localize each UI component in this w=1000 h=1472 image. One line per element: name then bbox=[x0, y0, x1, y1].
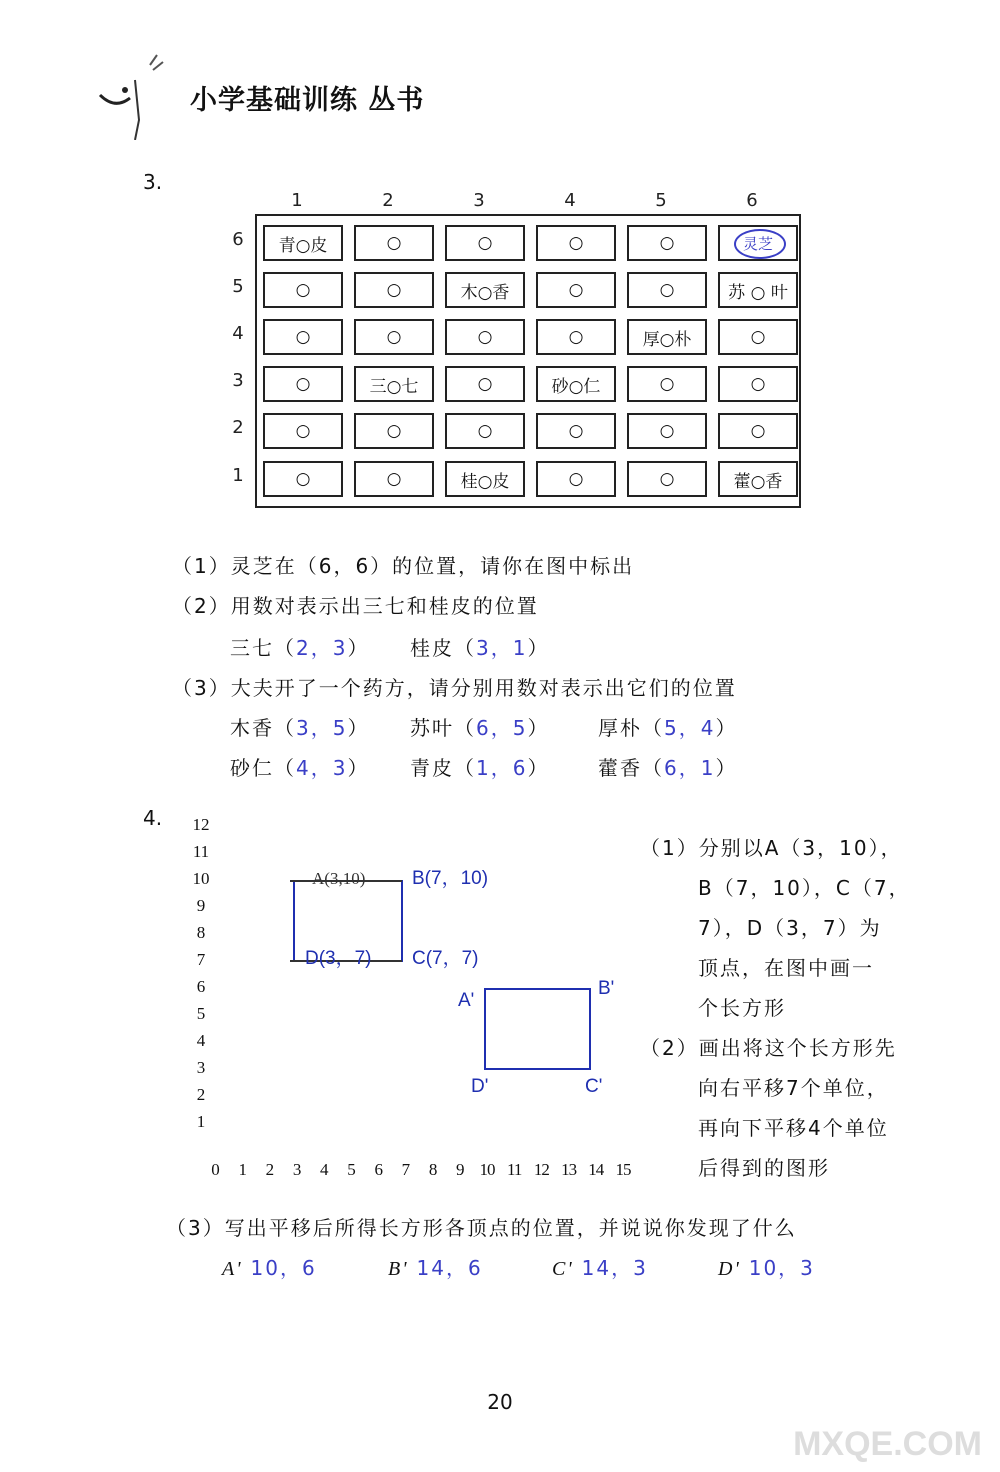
answer-close: ） bbox=[527, 636, 550, 660]
grid-cell: ○ bbox=[718, 319, 798, 355]
point-a-label: A(3,10) bbox=[312, 869, 366, 888]
answer-label: 厚朴（ bbox=[598, 716, 664, 740]
y-tick: 6 bbox=[196, 977, 206, 996]
y-tick: 9 bbox=[196, 896, 206, 915]
handwritten-answer: 5，4 bbox=[664, 716, 716, 740]
handwritten-answer: 2，3 bbox=[296, 636, 348, 660]
instruction-line: 向右平移7个单位， bbox=[698, 1076, 889, 1100]
q3-sub1: （1）灵芝在（6，6）的位置，请你在图中标出 bbox=[172, 554, 635, 578]
x-tick: 0 bbox=[211, 1160, 219, 1179]
answer-label: 砂仁（ bbox=[230, 756, 296, 780]
answer-label: 青皮（ bbox=[410, 756, 476, 780]
x-tick: 9 bbox=[456, 1160, 464, 1179]
point-c-prime-label: C' bbox=[585, 1076, 603, 1097]
translated-vertex-answer bbox=[718, 1252, 815, 1281]
column-header: 4 bbox=[564, 190, 576, 211]
point-a-prime-label: A' bbox=[458, 990, 475, 1011]
answer-close: ） bbox=[715, 716, 738, 740]
row-header: 3 bbox=[232, 370, 244, 391]
grid-cell: ○ bbox=[718, 366, 798, 402]
row-header: 2 bbox=[232, 417, 244, 438]
grid-cell: ○ bbox=[627, 272, 707, 308]
grid-cell: ○ bbox=[445, 319, 525, 355]
grid-cell: 苏 ○ 叶 bbox=[718, 272, 798, 308]
vertex-value: 14，3 bbox=[581, 1256, 648, 1280]
instruction-line: （2）画出将这个长方形先 bbox=[640, 1036, 897, 1060]
grid-cell: ○ bbox=[263, 272, 343, 308]
instruction-line: 7），D（3，7）为 bbox=[698, 916, 882, 940]
watermark: MXQE.COM bbox=[793, 1425, 982, 1463]
point-c-label: C(7，7) bbox=[412, 948, 479, 969]
y-tick: 7 bbox=[196, 950, 206, 969]
x-tick: 3 bbox=[292, 1160, 301, 1179]
x-tick: 14 bbox=[588, 1160, 604, 1179]
y-tick: 3 bbox=[196, 1058, 206, 1077]
grid-cell: 藿○香 bbox=[718, 461, 798, 497]
point-b-prime-label: B' bbox=[598, 978, 615, 999]
grid-cell: 厚○朴 bbox=[627, 319, 707, 355]
grid-cell: 灵芝 bbox=[718, 225, 798, 261]
instruction-line: 再向下平移4个单位 bbox=[698, 1116, 889, 1140]
grid-cell: ○ bbox=[354, 319, 434, 355]
instruction-line: B（7，10），C（7， bbox=[698, 876, 911, 900]
series-title: 小学基础训练 丛书 bbox=[190, 85, 425, 116]
rectangle-translated bbox=[485, 989, 590, 1069]
answer-close: ） bbox=[347, 716, 370, 740]
x-tick: 12 bbox=[533, 1160, 549, 1179]
grid-cell: ○ bbox=[354, 461, 434, 497]
translated-vertex-answer bbox=[388, 1252, 483, 1281]
handwritten-answer: 4，3 bbox=[296, 756, 348, 780]
column-header: 5 bbox=[655, 190, 667, 211]
x-tick: 6 bbox=[374, 1160, 382, 1179]
instruction-line: 顶点，在图中画一 bbox=[698, 956, 874, 980]
vertex-label: B' bbox=[388, 1258, 409, 1280]
answer-label: 三七（ bbox=[230, 636, 296, 660]
column-header: 6 bbox=[746, 190, 758, 211]
grid-cell: 三○七 bbox=[354, 366, 434, 402]
vertex-value: 10，3 bbox=[748, 1256, 815, 1280]
handwritten-answer: 3，1 bbox=[476, 636, 528, 660]
grid-cell: ○ bbox=[445, 225, 525, 261]
x-tick: 8 bbox=[428, 1160, 437, 1179]
grid-cell: ○ bbox=[536, 461, 616, 497]
translated-vertex-answer bbox=[552, 1252, 648, 1281]
grid-cell: ○ bbox=[536, 225, 616, 261]
grid-cell: ○ bbox=[263, 319, 343, 355]
grid-cell: ○ bbox=[718, 413, 798, 449]
x-tick: 5 bbox=[347, 1160, 355, 1179]
q3-sub2: （2）用数对表示出三七和桂皮的位置 bbox=[172, 594, 539, 618]
x-tick: 15 bbox=[615, 1160, 631, 1179]
answer-close: ） bbox=[715, 756, 738, 780]
y-tick: 1 bbox=[196, 1112, 206, 1131]
grid-cell: ○ bbox=[627, 461, 707, 497]
grid-cell: ○ bbox=[536, 413, 616, 449]
answer-label: 木香（ bbox=[230, 716, 296, 740]
row-header: 5 bbox=[232, 276, 244, 297]
column-header: 3 bbox=[473, 190, 485, 211]
y-tick: 4 bbox=[196, 1031, 206, 1050]
handwritten-answer: 1，6 bbox=[476, 756, 528, 780]
point-d-label: D(3，7) bbox=[305, 948, 372, 969]
point-d-prime-label: D' bbox=[471, 1076, 489, 1097]
answer-close: ） bbox=[347, 636, 370, 660]
q3-sub3: （3）大夫开了一个药方，请分别用数对表示出它们的位置 bbox=[172, 676, 737, 700]
column-header: 2 bbox=[382, 190, 394, 211]
handwritten-answer: 6，5 bbox=[476, 716, 528, 740]
answer-close: ） bbox=[347, 756, 370, 780]
x-tick: 10 bbox=[479, 1160, 495, 1179]
row-header: 4 bbox=[232, 323, 244, 344]
y-tick: 10 bbox=[192, 869, 210, 888]
instruction-line: 个长方形 bbox=[698, 996, 786, 1020]
grid-cell: ○ bbox=[627, 225, 707, 261]
x-tick: 1 bbox=[238, 1160, 246, 1179]
vertex-label: A' bbox=[222, 1258, 243, 1280]
handwritten-answer: 3，5 bbox=[296, 716, 348, 740]
translated-vertex-answer bbox=[222, 1252, 317, 1281]
grid-cell: ○ bbox=[445, 413, 525, 449]
grid-cell: ○ bbox=[354, 413, 434, 449]
instruction-line: 后得到的图形 bbox=[698, 1156, 830, 1180]
x-tick: 4 bbox=[320, 1160, 328, 1179]
grid-cell: ○ bbox=[263, 366, 343, 402]
question-4-number: 4. bbox=[143, 806, 163, 830]
grid-cell: ○ bbox=[354, 272, 434, 308]
answer-label: 桂皮（ bbox=[410, 636, 476, 660]
row-header: 6 bbox=[232, 229, 244, 250]
answer-close: ） bbox=[527, 756, 550, 780]
grid-cell: 砂○仁 bbox=[536, 366, 616, 402]
grid-cell: 木○香 bbox=[445, 272, 525, 308]
question-3-number: 3. bbox=[143, 170, 163, 194]
y-tick: 12 bbox=[192, 815, 210, 834]
x-tick: 11 bbox=[507, 1160, 522, 1179]
grid-cell: ○ bbox=[354, 225, 434, 261]
y-tick: 8 bbox=[196, 923, 206, 942]
x-tick: 13 bbox=[561, 1160, 577, 1179]
grid-cell: ○ bbox=[536, 272, 616, 308]
grid-cell: ○ bbox=[263, 461, 343, 497]
x-tick: 7 bbox=[401, 1160, 410, 1179]
grid-cell: 青○皮 bbox=[263, 225, 343, 261]
grid-cell: ○ bbox=[627, 366, 707, 402]
grid-cell: ○ bbox=[627, 413, 707, 449]
page-number: 20 bbox=[487, 1390, 513, 1414]
point-b-label: B(7，10) bbox=[412, 868, 489, 889]
x-tick: 2 bbox=[265, 1160, 274, 1179]
y-tick: 5 bbox=[196, 1004, 206, 1023]
y-tick: 11 bbox=[192, 842, 210, 861]
row-header: 1 bbox=[232, 465, 244, 486]
answer-label: 藿香（ bbox=[598, 756, 664, 780]
instruction-line: （1）分别以A（3，10）， bbox=[640, 836, 903, 860]
y-tick: 2 bbox=[196, 1085, 206, 1104]
grid-cell: ○ bbox=[445, 366, 525, 402]
grid-cell: ○ bbox=[263, 413, 343, 449]
vertex-label: C' bbox=[552, 1258, 574, 1280]
grid-cell: ○ bbox=[536, 319, 616, 355]
vertex-value: 10，6 bbox=[250, 1256, 317, 1280]
column-header: 1 bbox=[291, 190, 303, 211]
grid-cell: 桂○皮 bbox=[445, 461, 525, 497]
answer-label: 苏叶（ bbox=[410, 716, 476, 740]
vertex-value: 14，6 bbox=[416, 1256, 483, 1280]
vertex-label: D' bbox=[718, 1258, 741, 1280]
answer-close: ） bbox=[527, 716, 550, 740]
handwritten-answer: 6，1 bbox=[664, 756, 716, 780]
q4-sub3: （3）写出平移后所得长方形各顶点的位置，并说说你发现了什么 bbox=[166, 1216, 797, 1240]
